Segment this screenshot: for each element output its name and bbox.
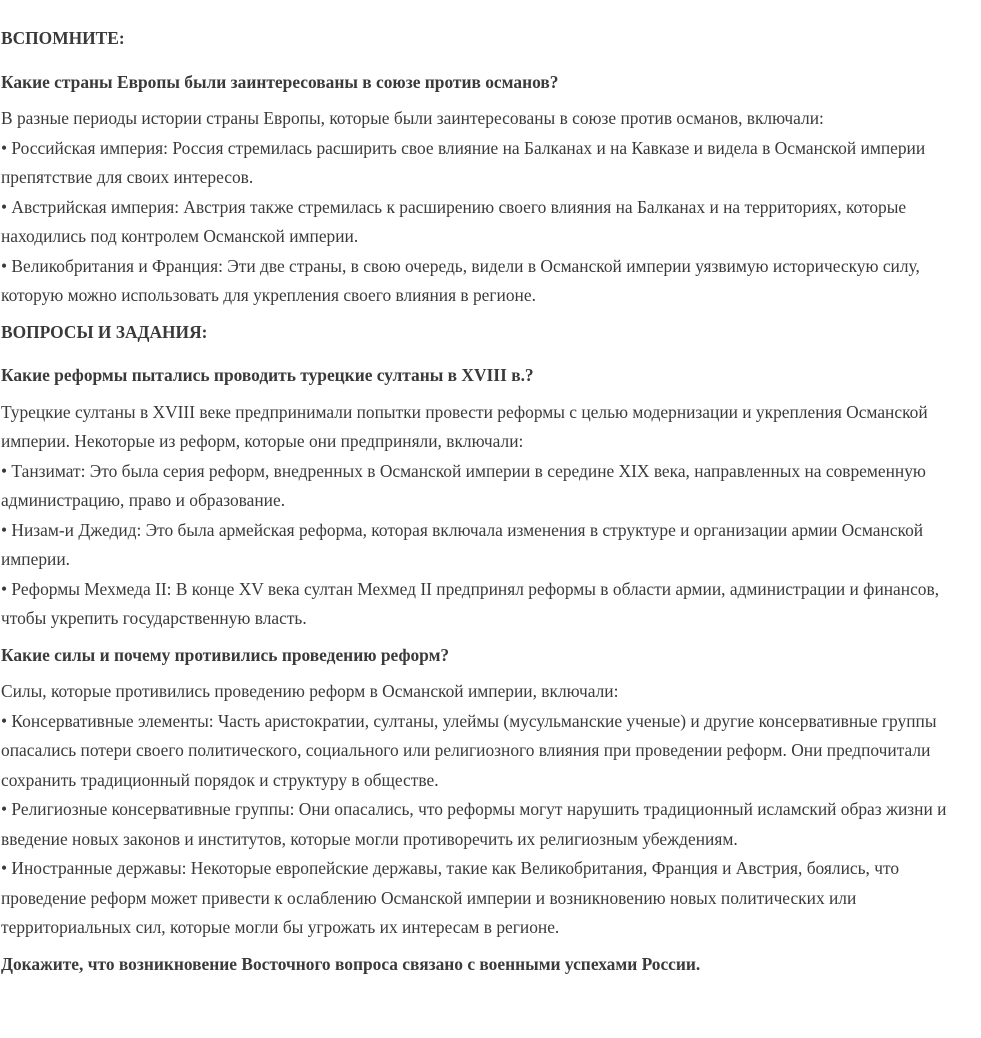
question-heading: Какие реформы пытались проводить турецкие султаны в XVIII в.? [1, 365, 534, 385]
answer-paragraph: В разные периоды истории страны Европы, которые были заинтересованы в союзе против османов, включали: [1, 108, 824, 128]
answer-bullet: • Российская империя: Россия стремилась расширить свое влияние на Балканах и на Кавказе и видела в Османской империи препятствие для своих интересов. [1, 137, 926, 187]
answer-paragraph: Силы, которые противились проведению реформ в Османской империи, включали: [1, 681, 619, 701]
question-heading: Какие силы и почему противились проведению реформ? [1, 644, 450, 665]
answer-bullet: • Великобритания и Франция: Эти две страны, в свою очередь, видели в Османской империи уязвимую историческую силу, которую можно использовать для укрепления своего влияния в регионе. [1, 255, 920, 305]
section-heading: ВОПРОСЫ И ЗАДАНИЯ: [1, 321, 208, 342]
answer-paragraph: Турецкие султаны в XVIII веке предпринимали попытки провести реформы с целью модернизации и укрепления Османской империи. Некоторые из реформ, которые они предприняли, включали: [1, 401, 928, 451]
answer-bullet: • Религиозные консервативные группы: Они опасались, что реформы могут нарушить традиционный исламский образ жизни и введение новых законов и институтов, которые могли противоречить их религиозным убеждениям. [1, 799, 947, 849]
answer-bullet: • Консервативные элементы: Часть аристократии, султаны, улеймы (мусульманские ученые) и другие консервативные группы опасались потери своего политического, социального или религиозного влияния при проведении реформ. Они предпочитали сохранить традиционный порядок и структуру в обществе. [1, 710, 937, 790]
section-heading: ВСПОМНИТЕ: [1, 28, 125, 48]
question-heading: Какие страны Европы были заинтересованы в союзе против османов? [1, 71, 559, 92]
answer-bullet: • Танзимат: Это была серия реформ, внедренных в Османской империи в середине XIX века, направленных на современную администрацию, право и образование. [1, 460, 926, 510]
answer-bullet: • Реформы Мехмеда II: В конце XV века султан Мехмед II предпринял реформы в области армии, администрации и финансов, чтобы укрепить государственную власть. [1, 578, 940, 628]
answer-bullet: • Низам-и Джедид: Это была армейская реформа, которая включала изменения в структуре и организации армии Османской империи. [1, 519, 924, 569]
question-heading: Докажите, что возникновение Восточного вопроса связано с военными успехами России. [1, 953, 701, 974]
answer-bullet: • Австрийская империя: Австрия также стремилась к расширению своего влияния на Балканах и на территориях, которые находились под контролем Османской империи. [1, 196, 907, 246]
answer-bullet: • Иностранные державы: Некоторые европейские державы, такие как Великобритания, Франция и Австрия, боялись, что проведение реформ может привести к ослаблению Османской империи и возникновению новых политических или территориальных сил, которые могли бы угрожать их интересам в регионе. [1, 858, 900, 937]
document-body [1, 17, 979, 986]
